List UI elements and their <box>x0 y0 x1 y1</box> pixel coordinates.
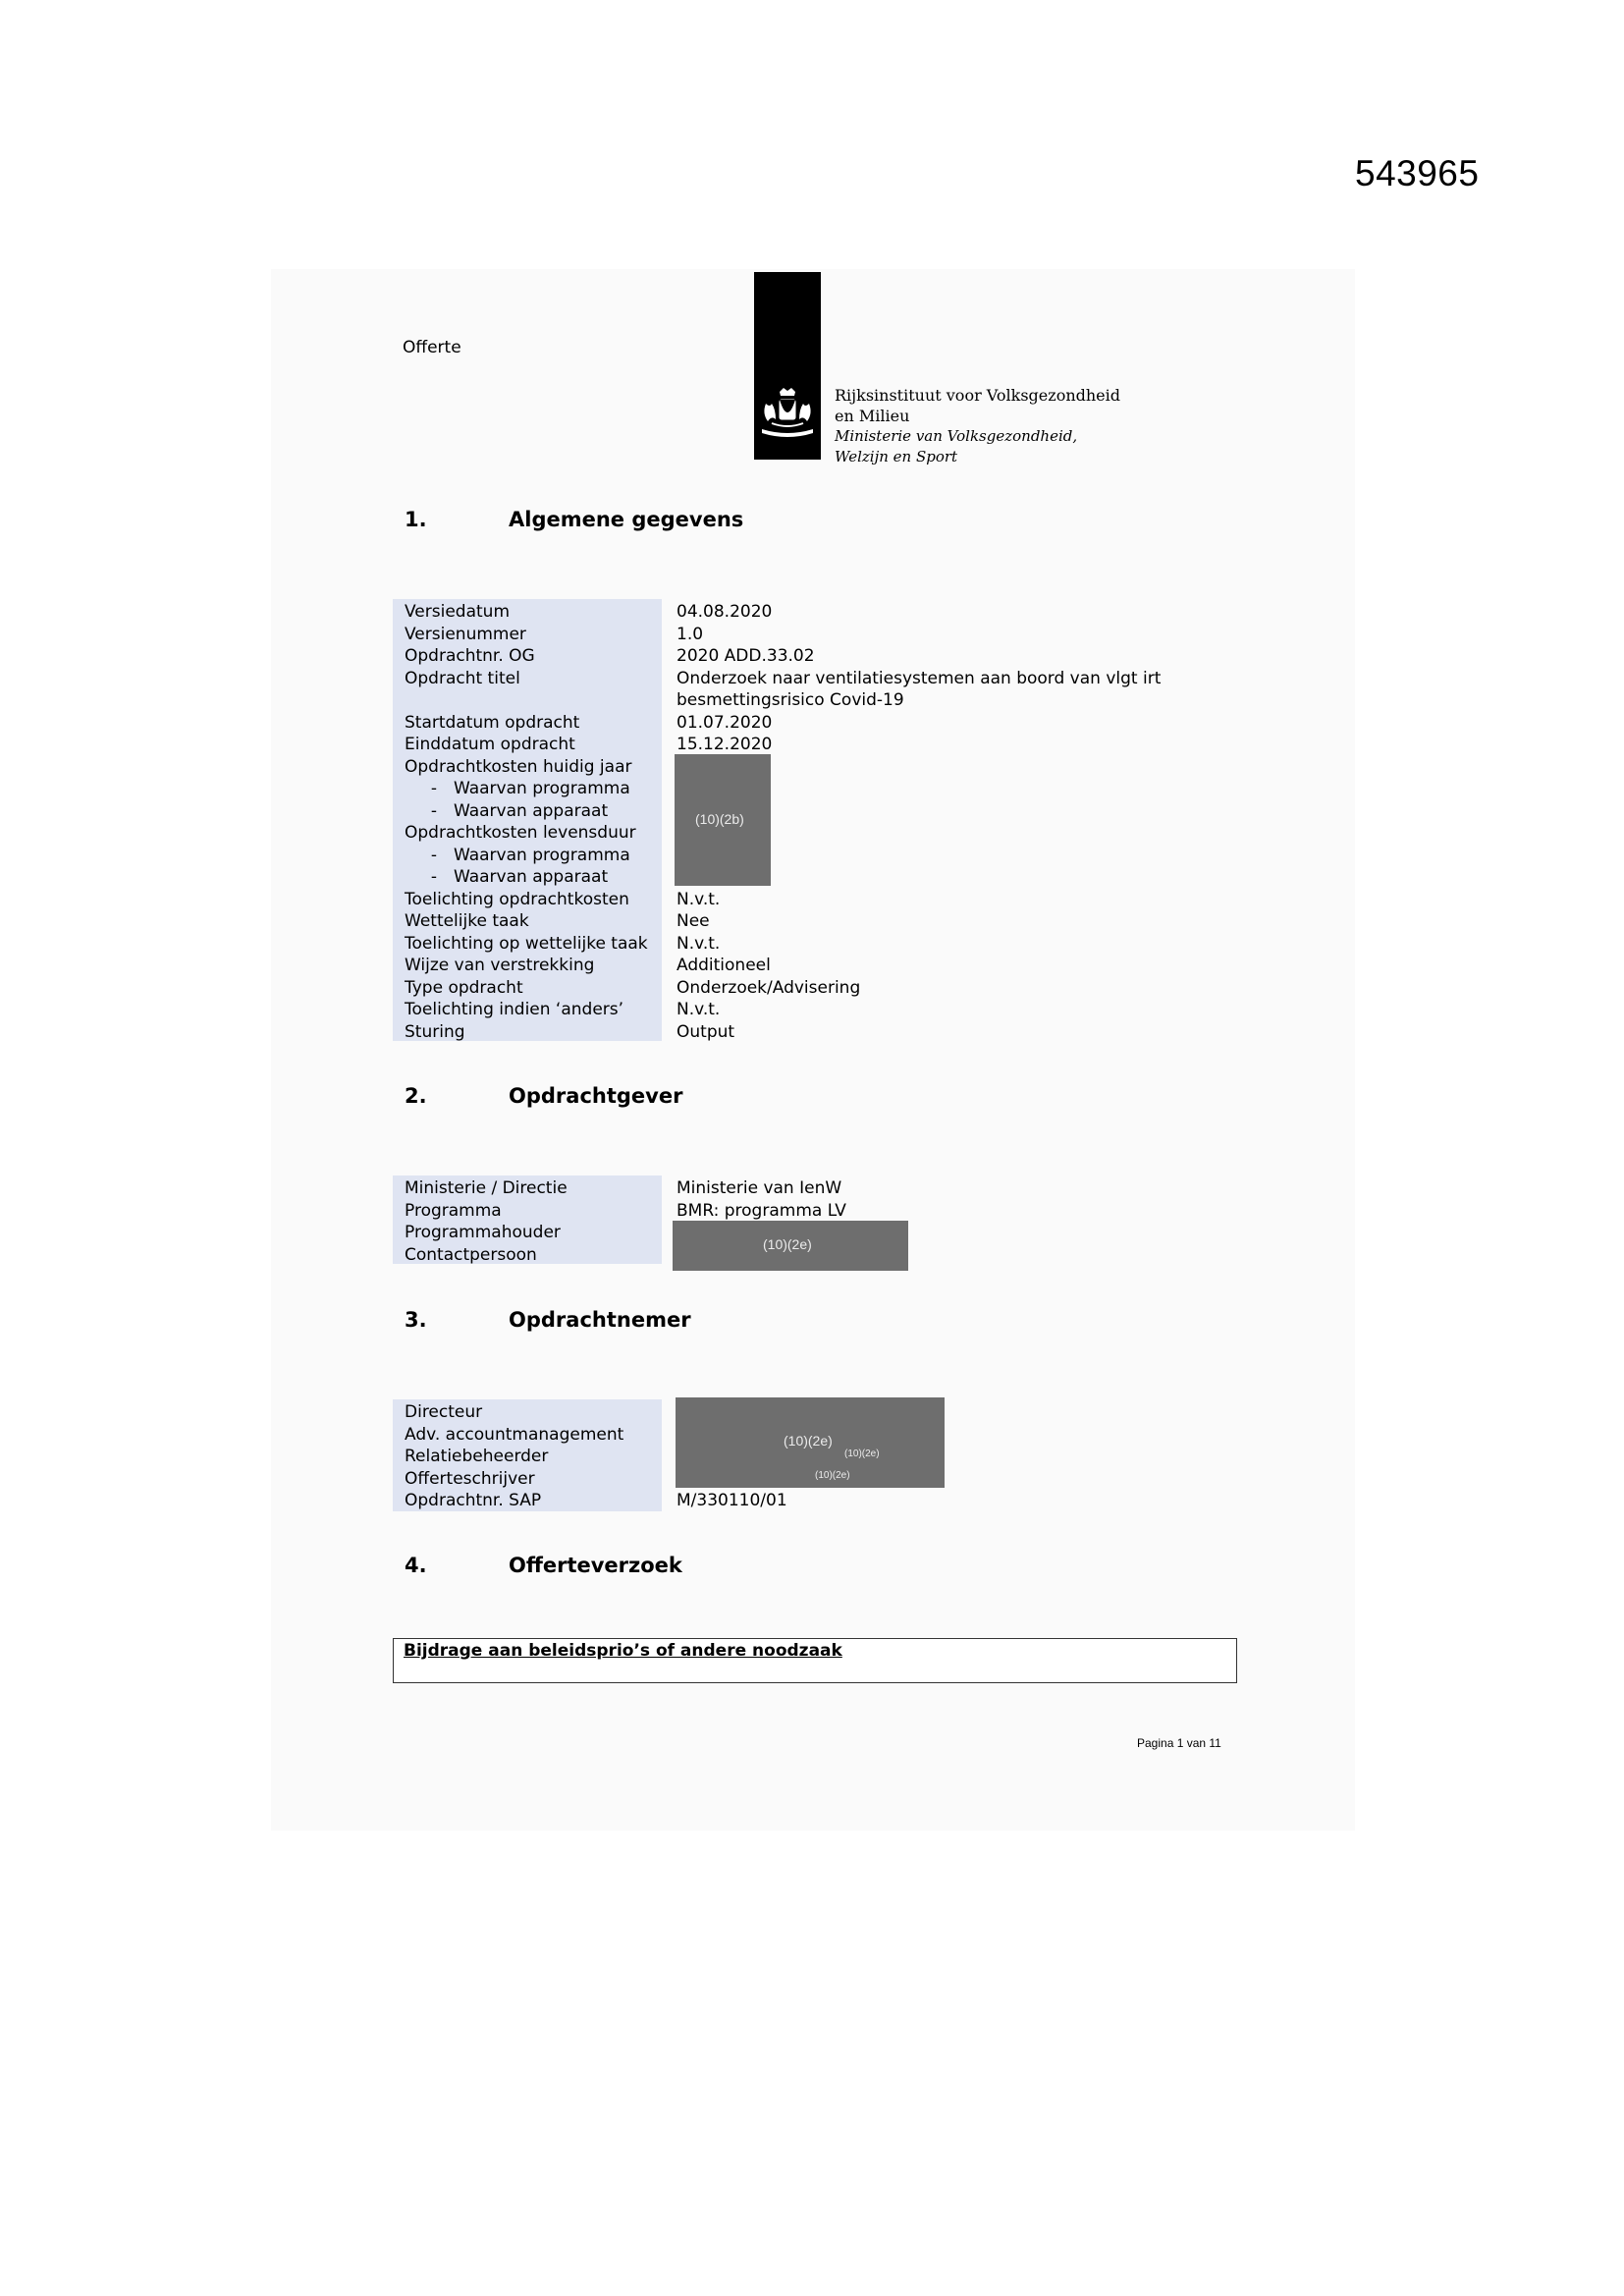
row-value: N.v.t. <box>677 1000 721 1019</box>
ministry-line2: Welzijn en Sport <box>835 448 958 465</box>
row-label: Type opdracht <box>405 977 523 998</box>
row-value: BMR: programma LV <box>677 1200 846 1221</box>
row-label: Adv. accountmanagement <box>405 1424 624 1445</box>
row-label: Toelichting opdrachtkosten <box>405 889 629 909</box>
row-value: M/330110/01 <box>677 1491 787 1510</box>
row-value: Ministerie van IenW <box>677 1178 842 1198</box>
row-value: N.v.t. <box>677 933 721 954</box>
row-label <box>414 778 630 799</box>
request-box-title: Bijdrage aan beleidsprio’s of andere noodzaak <box>404 1641 842 1661</box>
list-dash: - <box>430 867 438 887</box>
row-label: Versiedatum <box>405 602 511 622</box>
row-label: Relatiebeheerder <box>405 1447 549 1466</box>
row-label: Opdrachtkosten huidig jaar <box>405 756 632 777</box>
row-value: Onderzoek/Advisering <box>677 977 861 998</box>
redaction-block: (10)(2b) <box>675 754 771 886</box>
document-number: 543965 <box>1355 153 1480 193</box>
row-label: Opdrachtkosten levensduur <box>405 823 636 843</box>
ministry-line1: Ministerie van Volksgezondheid, <box>835 427 1078 445</box>
row-label: Opdracht titel <box>405 668 520 688</box>
request-box <box>393 1638 1237 1683</box>
row-label <box>414 866 608 888</box>
row-value: 04.08.2020 <box>677 602 773 622</box>
row-value: Output <box>677 1021 735 1042</box>
row-value: 15.12.2020 <box>677 735 773 754</box>
row-label: Opdrachtnr. OG <box>405 646 535 666</box>
list-dash: - <box>430 845 438 865</box>
row-label: Versienummer <box>405 624 526 644</box>
row-value: 1.0 <box>677 624 704 644</box>
coat-of-arms-icon <box>758 386 817 443</box>
row-label-text: Waarvan apparaat <box>454 867 609 887</box>
logo-text <box>835 385 1120 467</box>
list-dash: - <box>430 800 438 821</box>
row-label: Programma <box>405 1200 502 1221</box>
row-label: Opdrachtnr. SAP <box>405 1491 542 1510</box>
document-page <box>271 269 1355 1831</box>
row-label: Contactpersoon <box>405 1244 537 1265</box>
row-label: Sturing <box>405 1021 465 1042</box>
row-label: Toelichting indien ‘anders’ <box>405 1000 624 1019</box>
redaction-block: (10)(2e) <box>673 1221 908 1271</box>
section-title: Algemene gegevens <box>509 508 744 531</box>
row-label: Programmahouder <box>405 1223 561 1242</box>
row-label <box>414 800 608 822</box>
row-value: N.v.t. <box>677 889 721 909</box>
row-label: Directeur <box>405 1402 483 1422</box>
row-value: 2020 ADD.33.02 <box>677 646 815 666</box>
row-label: Startdatum opdracht <box>405 712 580 733</box>
doc-type-label: Offerte <box>403 338 461 357</box>
row-label: Ministerie / Directie <box>405 1178 568 1198</box>
row-label: Toelichting op wettelijke taak <box>405 933 648 954</box>
row-label-text: Waarvan apparaat <box>454 800 609 821</box>
row-value: 01.07.2020 <box>677 712 773 733</box>
org-name-line2: en Milieu <box>835 407 910 425</box>
row-label: Wettelijke taak <box>405 911 529 931</box>
row-value: Onderzoek naar ventilatiesystemen aan boord van vlgt irt <box>677 668 1162 688</box>
section-number: 1. <box>405 508 427 531</box>
row-label: Wijze van verstrekking <box>405 956 595 975</box>
page-number: Pagina 1 van 11 <box>1137 1736 1221 1750</box>
list-dash: - <box>430 779 438 798</box>
row-label-text: Waarvan programma <box>454 845 630 865</box>
row-label <box>414 845 630 866</box>
org-name-line1: Rijksinstituut voor Volksgezondheid <box>835 386 1120 405</box>
row-value: Additioneel <box>677 956 771 975</box>
row-value-continued: besmettingsrisico Covid-19 <box>677 690 904 710</box>
row-label: Offerteschrijver <box>405 1468 535 1489</box>
redaction-block: (10)(2e) (10)(2e) (10)(2e) <box>676 1397 945 1488</box>
row-label: Einddatum opdracht <box>405 735 575 754</box>
row-label-text: Waarvan programma <box>454 779 630 798</box>
row-value: Nee <box>677 911 710 931</box>
